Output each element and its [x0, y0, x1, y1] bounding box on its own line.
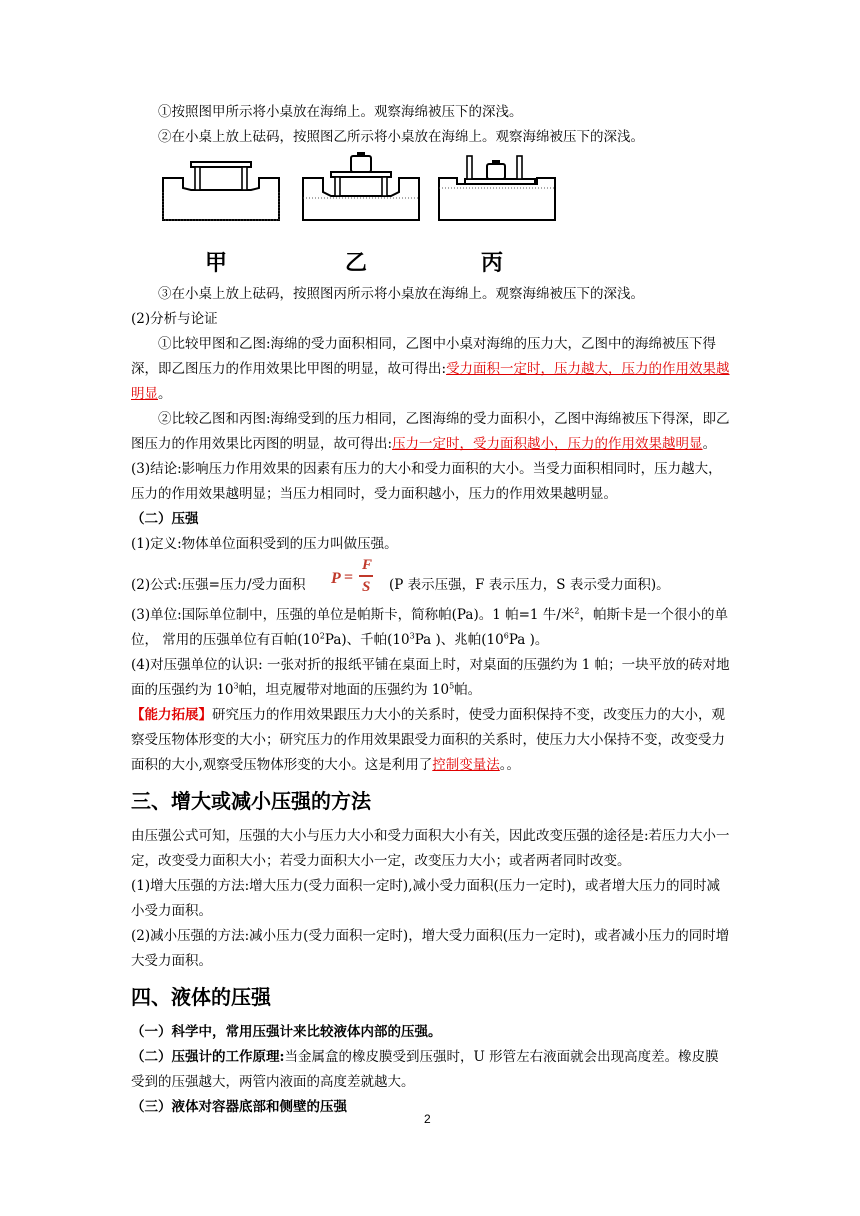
example-text-c: 帕。 — [454, 682, 482, 698]
analysis-heading: (2)分析与论证 — [131, 311, 218, 327]
item-2-title: （二）压强计的工作原理: — [131, 1049, 285, 1065]
figure-label-jia: 甲 — [204, 251, 227, 276]
formula-explanation: (P 表示压强，F 表示压力，S 表示受力面积)。 — [389, 577, 670, 593]
experiment-figures — [131, 152, 731, 280]
exponent-5: 5 — [449, 681, 455, 691]
step-2: ②在小桌上放上砝码，按照图乙所示将小桌放在海绵上。观察海绵被压下的深浅。 — [158, 129, 644, 145]
ability-end: 。。 — [499, 757, 521, 773]
exponent-6: 6 — [503, 631, 509, 641]
ability-extension — [131, 703, 731, 778]
unit-text-c: Pa)、千帕(10 — [324, 632, 410, 648]
pressure-formula — [331, 555, 375, 595]
figure-label-yi: 乙 — [344, 251, 367, 276]
unit-text-d: Pa )、兆帕(10 — [414, 632, 504, 648]
ability-text: 研究压力的作用效果跟压力大小的关系时，使受力面积保持不变，改变压力的大小，观察受压物体形变的大小；研究压力的作用效果跟受力面积的关系时，使压力大小保持不变，改变受力面积的大小,观察受压物体形变的大小。这是利用了 — [131, 707, 725, 773]
conclusion-paragraph: (3)结论:影响压力作用效果的因素有压力的大小和受力面积的大小。当受力面积相同时，压力越大，压力的作用效果越明显；当压力相同时，受力面积越小，压力的作用效果越明显。 — [131, 461, 722, 502]
analysis-paragraph-2 — [131, 407, 731, 457]
section-3-title: 三、增大或减小压强的方法 — [131, 789, 371, 813]
formula-equals: = — [344, 569, 354, 586]
sponge-table-weight-yi-drawing — [301, 152, 421, 250]
step-3: ③在小桌上放上砝码，按照图丙所示将小桌放在海绵上。观察海绵被压下的深浅。 — [158, 286, 644, 302]
pressure-definition: (1)定义:物体单位面积受到的压力叫做压强。 — [131, 536, 398, 552]
sponge-table-jia-drawing — [161, 152, 281, 250]
pressure-examples — [131, 653, 731, 703]
decrease-pressure-method: (2)减小压强的方法:减小压力(受力面积一定时)，增大受力面积(压力一定时)，或者减小压力的同时增大受力面积。 — [131, 928, 730, 969]
liquid-item-2 — [131, 1045, 731, 1095]
figure-yi — [301, 152, 421, 278]
liquid-item-1: （一）科学中，常用压强计来比较液体内部的压强。 — [131, 1024, 442, 1040]
ability-tag: 【能力拓展】 — [131, 707, 212, 723]
unit-text-a: (3)单位:国际单位制中，压强的单位是帕斯卡，简称帕(Pa)。1 帕=1 牛/米 — [131, 607, 575, 623]
analysis-1-text: ①比较甲图和乙图:海绵的受力面积相同，乙图中小桌对海绵的压力大，乙图中的海绵被压下得深，即乙图压力的作用效果比甲图的明显，故可得出: — [131, 336, 717, 377]
page-content — [131, 100, 731, 1120]
formula-p: P — [331, 570, 341, 587]
item-2-text: 当金属盒的橡皮膜受到压强时，U 形管左右液面就会出现高度差。橡皮膜受到的压强越大，两管内液面的高度差就越大。 — [131, 1049, 719, 1090]
exponent-3: 3 — [409, 631, 415, 641]
liquid-item-3: （三）液体对容器底部和侧壁的压强 — [131, 1099, 347, 1115]
figure-bing — [437, 152, 557, 278]
sponge-inverted-table-bing-drawing — [437, 152, 557, 250]
formula-s: S — [362, 579, 371, 595]
figure-label-bing: 丙 — [480, 251, 503, 276]
formula-f: F — [362, 557, 373, 573]
analysis-2-text: ②比较乙图和丙图:海绵受到的压力相同，乙图海绵的受力面积小，乙图中海绵被压下得深，即乙图压力的作用效果比丙图的明显，故可得出: — [131, 411, 730, 452]
analysis-2-conclusion: 压力一定时，受力面积越小，压力的作用效果越明显 — [392, 436, 703, 452]
exponent-3: 3 — [233, 681, 239, 691]
pressure-heading: （二）压强 — [131, 511, 199, 527]
figure-jia — [161, 152, 281, 278]
period: 。 — [158, 386, 172, 402]
page-number: 2 — [424, 1112, 431, 1126]
formula-prefix: (2)公式:压强=压力/受力面积 — [131, 577, 306, 593]
analysis-paragraph-1 — [131, 332, 731, 407]
section-4-title: 四、液体的压强 — [131, 985, 271, 1009]
step-1: ①按照图甲所示将小桌放在海绵上。观察海绵被压下的深浅。 — [158, 104, 523, 120]
pressure-formula-line — [131, 557, 731, 603]
period: 。 — [702, 436, 717, 452]
analysis-1-conclusion: 受力面积一定时，压力越大，压力的作用效果越明显 — [131, 361, 730, 402]
control-variable-method: 控制变量法 — [432, 757, 500, 773]
unit-text-b: ，帕斯卡是一个很小的单位， 常用的压强单位有百帕(10 — [131, 607, 728, 648]
unit-text-f: Pa )。 — [508, 632, 549, 648]
section-3-intro: 由压强公式可知，压强的大小与压力大小和受力面积大小有关，因此改变压强的途径是:若压力大小一定，改变受力面积大小；若受力面积大小一定，改变压力大小；或者两者同时改变。 — [131, 828, 730, 869]
increase-pressure-method: (1)增大压强的方法:增大压力(受力面积一定时),减小受力面积(压力一定时)，或者增大压力的同时减小受力面积。 — [131, 878, 721, 919]
exponent-2: 2 — [319, 631, 325, 641]
example-text-b: 帕，坦克履带对地面的压强约为 10 — [238, 682, 450, 698]
example-text-a: (4)对压强单位的认识: 一张对折的报纸平铺在桌面上时，对桌面的压强约为 1 帕；一块平放的砖对地面的压强约为 10 — [131, 657, 730, 698]
unit-exponent: 2 — [574, 606, 580, 616]
pressure-unit — [131, 603, 731, 653]
